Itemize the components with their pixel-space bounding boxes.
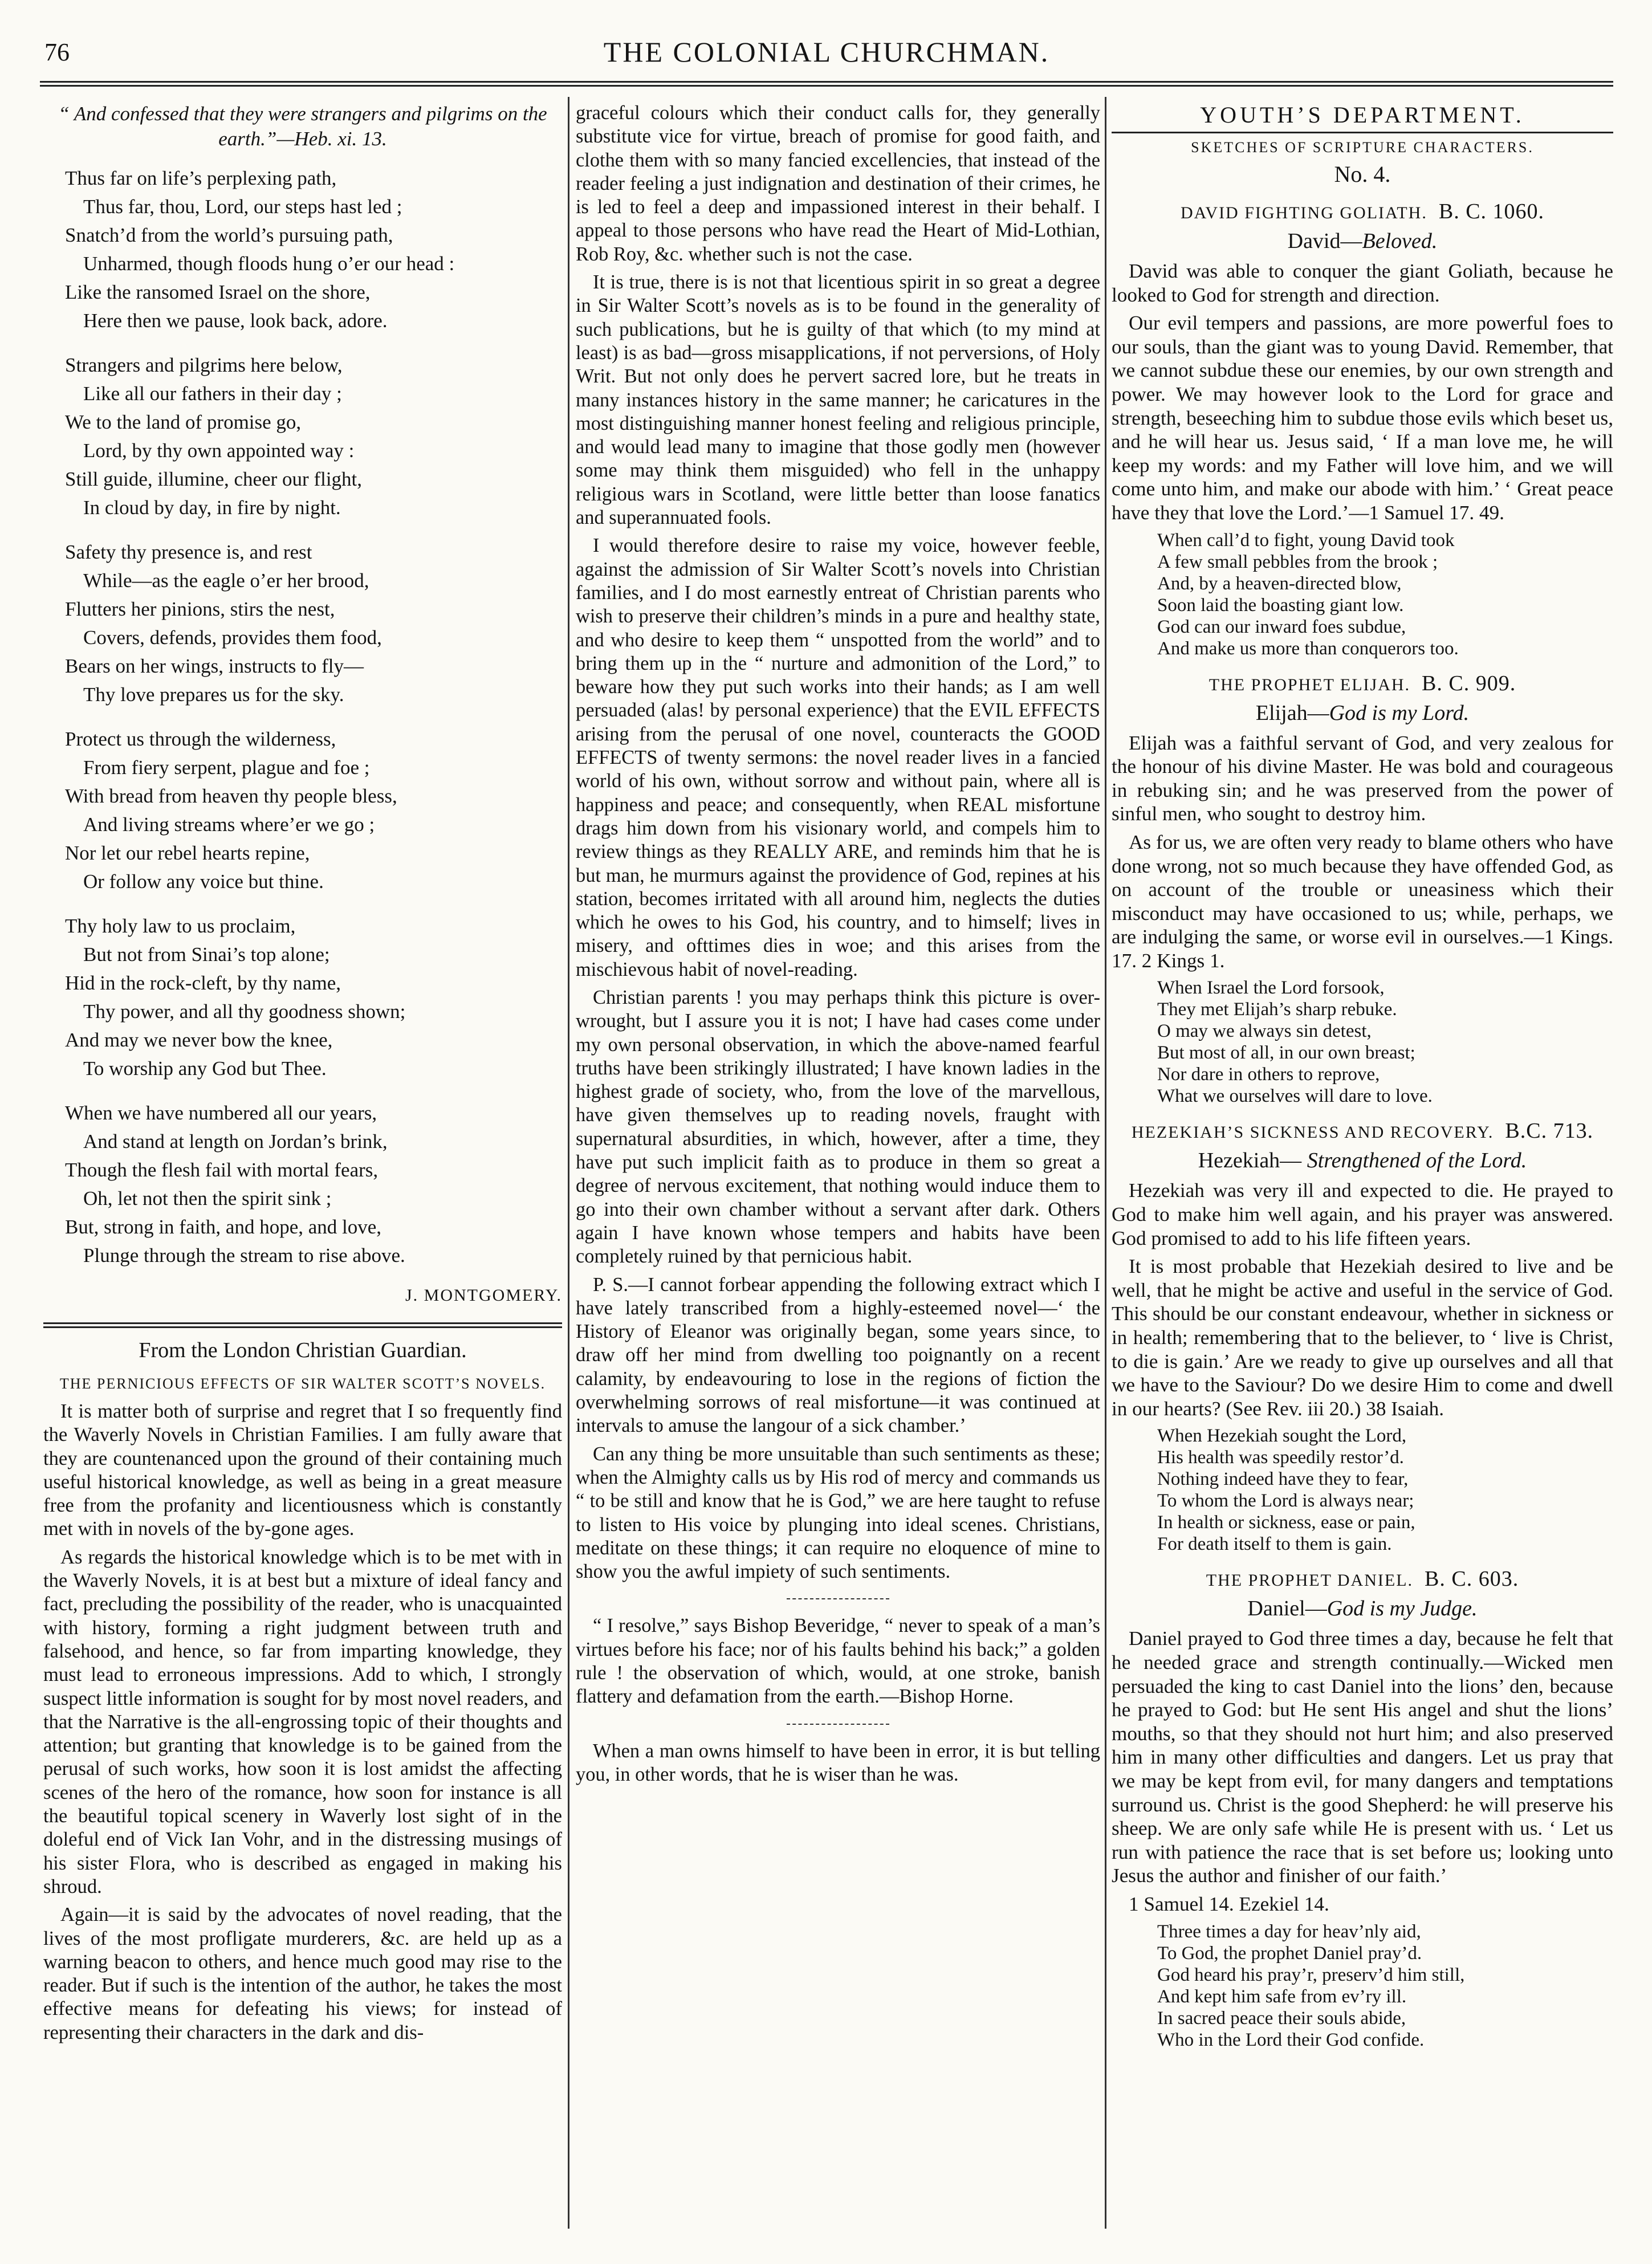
scripture-sketches	[1112, 199, 1613, 2051]
article-paragraph: Christian parents ! you may perhaps think this picture is over-wrought, but I assure you it is not; I have had cases come under my own personal observation, in which the above-named fearful truths have been strikingly illustrated; I have known ladies in the highest grade of society, who, from the love of the marvellous, have given themselves up to reading novels, fraught with supernatural absurdities, in which, however, after a time, they have put such implicit faith as to produce in them so great a degree of nervous excitement, that nothing would induce them to go into their own chamber without a servant after dark. Others again I have known whose tempers and habits have been completely ruined by that pernicious habit.	[576, 986, 1100, 1268]
column-article-continued	[576, 101, 1100, 2210]
article-paragraph: As regards the historical knowledge which is to be met with in the Waverly Novels, it is at best but a mixture of ideal fancy and fact, precluding the possibility of the reader, who is unacquainted with history, forming a right judgment between truth and falsehood, and hence, so far from imparting knowledge, they must lead to erroneous impressions. Add to which, I strongly suspect little information is sought for by most novel readers, and that the Narrative is the all-engrossing topic of their thoughts and attention; but granting that knowledge is to be gained from the perusal of such works, how soon it is lost amidst the affecting scenes of the hero of the romance, how soon for instance is all the beautiful topical scenery in Waverly lost sight of in the doleful end of Vick Ian Vohr, and in the distressing musings of his sister Flora, who is described as engaged in making his shroud.	[43, 1546, 562, 1897]
character-name: David—	[1287, 229, 1362, 253]
poem-line: Flutters her pinions, stirs the nest,	[65, 598, 335, 620]
section-date: B. C. 909.	[1422, 671, 1516, 695]
column-divider-1	[568, 97, 569, 2229]
verse-line: A few small pebbles from the brook ;	[1157, 551, 1438, 572]
section-paragraph: It is most probable that Hezekiah desired to live and be well, that he might be active and useful in the service of God. This should be our constant endeavour, whether in sickness or in health; remembering that to the believer, to ‘ live is Christ, to die is gain.’ Are we ready to give up ourselves and all that we have to the Saviour? Do we desire Him to come and dwell in our hearts? (See Rev. iii 20.) 38 Isaiah.	[1112, 1255, 1613, 1420]
poem-line: Here then we pause, look back, adore.	[83, 310, 388, 332]
section-paragraph: 1 Samuel 14. Ezekiel 14.	[1129, 1892, 1329, 1915]
poem-attribution: J. MONTGOMERY.	[405, 1286, 562, 1305]
verse-line: Three times a day for heav’nly aid,	[1157, 1921, 1421, 1942]
poem-stanza	[43, 351, 562, 522]
poem-stanza	[43, 538, 562, 709]
poem-line: Plunge through the stream to rise above.	[83, 1244, 405, 1267]
poem-line: Thy holy law to us proclaim,	[65, 915, 296, 937]
department-number: No. 4.	[1334, 161, 1391, 187]
verse-line: What we ourselves will dare to love.	[1157, 1086, 1433, 1107]
section-date: B. C. 1060.	[1438, 199, 1545, 223]
verse-line: And kept him safe from ev’ry ill.	[1157, 1986, 1407, 2007]
verse-line: And make us more than conquerors too.	[1157, 638, 1459, 659]
poem-line: Oh, let not then the spirit sink ;	[83, 1187, 332, 1210]
poem-line: From fiery serpent, plague and foe ;	[83, 756, 370, 779]
page-header	[40, 34, 1613, 76]
verse-line: But most of all, in our own breast;	[1157, 1043, 1415, 1064]
article-source: From the London Christian Guardian.	[139, 1338, 467, 1362]
divider	[787, 1598, 889, 1599]
poem-stanza	[43, 164, 562, 335]
verse-line: God can our inward foes subdue,	[1157, 616, 1406, 637]
article-paragraph: It is true, there is is not that licentious spirit in so great a degree in Sir Walter Scott’s novels as is to be found in the generality of such publications, but he is guilty of that which (to my mind at least) is as bad—gross misapplications, if not perversions, of Holy Writ. But not only does he pervert sacred lore, but he treats in many instances history in the same manner; he caricatures in the most distinguishing manner honest feeling and religious principle, and would lead many to imagine that those godly men (however some may think them misguided) who fell in the unhappy religious wars in Scotland, were little better than loose fanatics and superannuated fools.	[576, 271, 1100, 529]
poem-line: And living streams where’er we go ;	[83, 813, 375, 836]
article-paragraph: Again—it is said by the advocates of novel reading, that the lives of the most profligate murderers, &c. are held up as a warning beacon to others, and hence much good may rise to the reader. But if such is the intention of the author, he takes the most effective means for defeating his views; for instead of representing their characters in the dark and dis-	[43, 1904, 562, 2043]
verse-line: And, by a heaven-directed blow,	[1157, 573, 1402, 594]
poem-line: Thy love prepares us for the sky.	[83, 683, 344, 706]
section-paragraph: Daniel prayed to God three times a day, because he felt that he needed grace and strength continually.—Wicked men persuaded the king to cast Daniel into the lions’ den, because he prayed to God: but He sent His angel and shut the lions’ mouths, so that they should not hurt him; and also preserved him in many other difficulties and dangers. Let us pray that we may be kept from evil, for many dangers and temptations surround us. Christ is the good Shepherd: he will preserve his sheep. We are only safe while He is present with us. ‘ Let us run with patience the race that is set before us; looking unto Jesus the author and finisher of our faith.’	[1112, 1627, 1613, 1887]
poem-line: But not from Sinai’s top alone;	[83, 943, 330, 966]
verse-line: To whom the Lord is always near;	[1157, 1491, 1414, 1512]
column-poem-and-article	[43, 101, 562, 2210]
section-heading	[1112, 1118, 1613, 1143]
character-name: Daniel—	[1247, 1597, 1327, 1621]
poem-line: And stand at length on Jordan’s brink,	[83, 1130, 388, 1153]
verse-line: O may we always sin detest,	[1157, 1021, 1372, 1042]
poem-line: Thy power, and all thy goodness shown;	[83, 1000, 406, 1023]
poem-stanza	[43, 725, 562, 896]
poem-line: In cloud by day, in fire by night.	[83, 496, 341, 519]
section-heading	[1112, 1566, 1613, 1591]
poem-line: Covers, defends, provides them food,	[83, 626, 382, 649]
verse-line: In sacred peace their souls abide,	[1157, 2008, 1406, 2029]
poem-line: Nor let our rebel hearts repine,	[65, 842, 310, 864]
column-divider-2	[1105, 97, 1106, 2229]
poem-line: When we have numbered all our years,	[65, 1102, 377, 1124]
poem-line: Still guide, illumine, cheer our flight,	[65, 468, 363, 490]
poem-line: Thus far on life’s perplexing path,	[65, 167, 337, 189]
verse-line: Soon laid the boasting giant low.	[1157, 594, 1404, 616]
poem-line: Snatch’d from the world’s pursuing path,	[65, 224, 393, 246]
verse-line: When Israel the Lord forsook,	[1157, 978, 1385, 999]
article-body	[43, 1400, 562, 2045]
poem-line: Safety thy presence is, and rest	[65, 541, 312, 563]
section-paragraph: David was able to conquer the giant Goliath, because he looked to God for strength and direction.	[1112, 260, 1613, 306]
poem-line: Like the ransomed Israel on the shore,	[65, 281, 371, 303]
poem-line: Like all our fathers in their day ;	[83, 382, 342, 405]
poem	[43, 164, 562, 1270]
poem-line: Lord, by thy own appointed way :	[83, 439, 355, 462]
verse-line: God heard his pray’r, preserv’d him still,	[1157, 1964, 1465, 1985]
section-paragraph: As for us, we are often very ready to blame others who have done wrong, not so much because they have offended God, as on account of the trouble or uneasiness which their misconduct may have occasioned to us; while, perhaps, we are indulging the same, or worse evil in ourselves.—1 Kings. 17. 2 Kings 1.	[1112, 830, 1613, 972]
poem-line: To worship any God but Thee.	[83, 1057, 327, 1080]
poem-line: But, strong in faith, and hope, and love,	[65, 1216, 382, 1238]
article-paragraph: graceful colours which their conduct calls for, they generally substitute vice for virtue, breach of promise for good faith, and clothe them with so many fancied excellencies, that instead of the reader feeling a just indignation and destination of their crimes, he is led to feel a deep and impassioned interest in their behalf. I appeal to those persons who have read the Heart of Mid-Lothian, Rob Roy, &c. whether such is not the case.	[576, 102, 1100, 265]
verse-line: His health was speedily restor’d.	[1157, 1447, 1404, 1468]
article-paragraph: Can any thing be more unsuitable than such sentiments as these; when the Almighty calls us by His rod of mercy and commands us “ to be still and know that he is God,” we are here taught to refuse to listen to His voice by plunging into ideal scenes. Christians, meditate on these things; it can require no eloquence of mine to show you the awful impiety of such sentiments.	[576, 1443, 1100, 1583]
section-paragraph: Our evil tempers and passions, are more powerful foes to our souls, than the giant was to young David. Remember, that we cannot subdue these our enemies, by our own strength and power. We may however look to the Lord for grace and strength, beseeching him to subdue those evils which beset us, and he will hear us. Jesus said, ‘ If a man love me, he will keep my words: and my Father will love him, and we will come unto him, and make our abode with him.’ ‘ Great peace have they that love the Lord.’—1 Samuel 17. 49.	[1112, 312, 1613, 524]
section-paragraph: Hezekiah was very ill and expected to die. He prayed to God to make him well again, and his prayer was answered. God promised to add to his life fifteen years.	[1112, 1179, 1613, 1249]
poem-line: Unharmed, though floods hung o’er our head :	[83, 253, 455, 275]
section-heading-text: HEZEKIAH’S SICKNESS AND RECOVERY.	[1131, 1123, 1494, 1142]
department-subtitle: SKETCHES OF SCRIPTURE CHARACTERS.	[1191, 139, 1534, 156]
section-verse	[1157, 977, 1613, 1107]
poem-stanza	[43, 912, 562, 1083]
section-heading-text: THE PROPHET DANIEL.	[1206, 1571, 1414, 1590]
section-name	[1112, 1148, 1613, 1173]
article-continuation	[576, 101, 1100, 1583]
poem-line: Strangers and pilgrims here below,	[65, 354, 343, 376]
verse-line: Nor dare in others to reprove,	[1157, 1064, 1380, 1085]
name-meaning: God is my Lord.	[1329, 701, 1470, 725]
section-verse	[1157, 1921, 1613, 2051]
poem-line: And may we never bow the knee,	[65, 1029, 333, 1051]
character-name: Elijah—	[1255, 701, 1329, 725]
name-meaning: Strengthened of the Lord.	[1307, 1149, 1527, 1173]
poem-stanza	[43, 1099, 562, 1270]
poem-line: Hid in the rock-cleft, by thy name,	[65, 972, 341, 994]
poem-line: While—as the eagle o’er her brood,	[83, 569, 369, 592]
section-heading-text: DAVID FIGHTING GOLIATH.	[1180, 203, 1427, 222]
verse-line: Nothing indeed have they to fear,	[1157, 1469, 1409, 1490]
section-verse	[1157, 530, 1613, 659]
section-name	[1112, 701, 1613, 726]
header-rule	[40, 81, 1613, 87]
verse-line: When call’d to fight, young David took	[1157, 530, 1455, 551]
name-meaning: God is my Judge.	[1327, 1597, 1478, 1621]
name-meaning: Beloved.	[1362, 229, 1438, 253]
verse-line: In health or sickness, ease or pain,	[1157, 1512, 1415, 1533]
department-rule	[1112, 132, 1613, 133]
section-name	[1112, 1596, 1613, 1621]
character-name: Hezekiah—	[1198, 1149, 1307, 1173]
poem-line: Bears on her wings, instructs to fly—	[65, 655, 364, 677]
section-heading	[1112, 199, 1613, 224]
poem-line: Thus far, thou, Lord, our steps hast led ;	[83, 196, 402, 218]
section-date: B.C. 713.	[1505, 1119, 1594, 1143]
section-paragraph: Elijah was a faithful servant of God, and very zealous for the honour of his divine Master. He was bold and courageous in rebuking sin; and he was preserved from the power of sinful men, who sought to destroy him.	[1112, 731, 1613, 825]
article-paragraph: I would therefore desire to raise my voice, however feeble, against the admission of Sir Walter Scott’s novels into Christian families, and I do most earnestly entreat of Christian parents who wish to preserve their children’s minds in a pure and healthy state, and who desire to keep them “ unspotted from the world” and to bring them up in the “ nurture and admonition of the Lord,” to beware how they put such works into their hands; as I am well persuaded (alas! by personal experience) that the EVIL EFFECTS arising from the perusal of one novel, counteracts the GOOD EFFECTS of twenty sermons: the novel reader lives in a fancied world of his own, without sorrow and without pain, where all is happiness and peace; and consequently, when REAL misfortune drags him down from his visionary world, and compels him to review things as they REALLY ARE, and reminds him that he is but man, he murmurs against the providence of God, repines at his station, becomes irritated with all around him, neglects the duties which he owes to his God, his country, and to himself; lives in misery, and ofttimes dies in woe; and this arises from the mischievous habit of novel-reading.	[576, 535, 1100, 980]
verse-line: For death itself to them is gain.	[1157, 1534, 1392, 1555]
poem-line: Though the flesh fail with mortal fears,	[65, 1159, 379, 1181]
section-verse	[1157, 1425, 1613, 1555]
poem-line: Or follow any voice but thine.	[83, 870, 324, 893]
section-heading	[1112, 671, 1613, 696]
section-rule	[43, 1322, 562, 1328]
closing-maxim: When a man owns himself to have been in error, it is but telling you, in other words, that he is wiser than he was.	[576, 1740, 1100, 1785]
verse-line: When Hezekiah sought the Lord,	[1157, 1426, 1407, 1447]
page-number: 76	[44, 38, 70, 66]
article-paragraph: P. S.—I cannot forbear appending the following extract which I have lately transcribed from a highly-esteemed novel—‘ the History of Eleanor was originally began, some years since, to draw off her mind from dwelling too poignantly on a recent calamity, by endeavouring to lose in the regions of fiction the overwhelming sorrows of real misfortune—it was continued at intervals to amuse the langour of a sick chamber.’	[576, 1273, 1100, 1437]
poem-epigraph: “ And confessed that they were strangers and pilgrims on the earth.”—Heb. xi. 13.	[58, 103, 547, 150]
verse-line: They met Elijah’s sharp rebuke.	[1157, 999, 1397, 1020]
article-paragraph: It is matter both of surprise and regret that I so frequently find the Waverly Novels in Christian Families. I am fully aware that they are countenanced upon the ground of their containing much useful historical knowledge, as well as being in a great measure free from the profanity and licentiousness which is constantly met with in novels of the by-gone ages.	[43, 1400, 562, 1540]
divider	[787, 1724, 889, 1725]
verse-line: To God, the prophet Daniel pray’d.	[1157, 1943, 1422, 1964]
verse-line: Who in the Lord their God confide.	[1157, 2029, 1425, 2050]
section-name	[1112, 229, 1613, 254]
column-youths-department	[1112, 101, 1613, 2210]
running-title: THE COLONIAL CHURCHMAN.	[603, 36, 1050, 68]
poem-line: With bread from heaven thy people bless,	[65, 785, 397, 807]
poem-line: We to the land of promise go,	[65, 411, 302, 433]
article-title: THE PERNICIOUS EFFECTS OF SIR WALTER SCOTT’S NOVELS.	[59, 1375, 546, 1392]
section-heading-text: THE PROPHET ELIJAH.	[1209, 675, 1411, 694]
poem-line: Protect us through the wilderness,	[65, 728, 336, 750]
section-date: B. C. 603.	[1425, 1567, 1519, 1591]
department-title: YOUTH’S DEPARTMENT.	[1200, 102, 1525, 128]
beveridge-quote: “ I resolve,” says Bishop Beveridge, “ never to speak of a man’s virtues before his face; nor of his faults behind his back;” a golden rule ! the observation of which, would, at one stroke, banish flattery and defamation from the earth.—Bishop Horne.	[576, 1615, 1100, 1708]
